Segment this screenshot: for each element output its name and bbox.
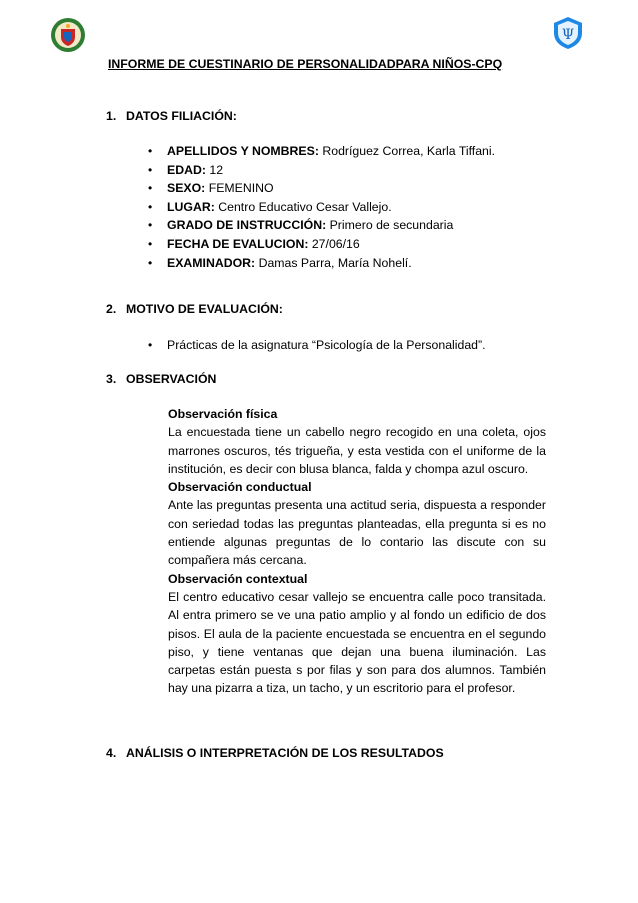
list-item: • APELLIDOS Y NOMBRES: Rodríguez Correa, Karla Tiffani. <box>148 144 496 158</box>
psychology-emblem-icon <box>550 15 586 51</box>
list-item: • LUGAR: Centro Educativo Cesar Vallejo. <box>148 199 392 214</box>
list-item: • SEXO: FEMENINO <box>148 181 274 196</box>
list-item: • EDAD: 12 <box>148 162 224 177</box>
motivo-list <box>148 336 486 355</box>
observacion-body <box>168 405 546 698</box>
university-crest-icon <box>50 17 86 53</box>
subheading-contextual: Observación contextual <box>168 571 308 586</box>
section-heading-analisis: 4. ANÁLISIS O INTERPRETACIÓN DE LOS RESULTADOS <box>106 746 444 760</box>
list-item: • FECHA DE EVALUCION: 27/06/16 <box>148 236 360 251</box>
datos-list <box>148 142 495 272</box>
list-item: • GRADO DE INSTRUCCIÓN: Primero de secundaria <box>148 218 454 233</box>
section-heading-datos: 1. DATOS FILIACIÓN: <box>106 109 237 123</box>
paragraph-fisica: La encuestada tiene un cabello negro recogido en una coleta, ojos marrones oscuros, tés trigueña, y esta vestida con el uniforme de la institución, es decir con blusa blanca, falda y chompa azul oscuro. <box>168 425 546 476</box>
paragraph-contextual: El centro educativo cesar vallejo se encuentra calle poco transitada. Al entra primero se ve una patio amplio y al fondo un edificio de dos pisos. El aula de la paciente encuestada se encuentra en el segundo piso, y tiene ventanas que dejan una buena iluminación. Las carpetas están puesta s por filas y son para dos alumnos. También hay una pizarra a tiza, un tacho, y un escritorio para el profesor. <box>168 589 546 696</box>
subheading-fisica: Observación física <box>168 407 278 421</box>
section-heading-motivo: 2. MOTIVO DE EVALUACIÓN: <box>106 302 283 316</box>
subheading-conductual: Observación conductual <box>168 480 312 495</box>
svg-text:Ψ: Ψ <box>561 27 575 43</box>
section-heading-observacion: 3. OBSERVACIÓN <box>106 372 217 386</box>
list-item: • EXAMINADOR: Damas Parra, María Nohelí. <box>148 255 412 270</box>
page-title: INFORME DE CUESTINARIO DE PERSONALIDADPARA NIÑOS-CPQ <box>108 57 503 71</box>
paragraph-conductual: Ante las preguntas presenta una actitud seria, dispuesta a responder con seriedad todas las preguntas planteadas, ella pregunta si es no entiende algunas preguntas de lo contario las discute con su compañera más cercana. <box>168 498 546 568</box>
list-item: • Prácticas de la asignatura “Psicología de la Personalidad”. <box>148 338 486 352</box>
